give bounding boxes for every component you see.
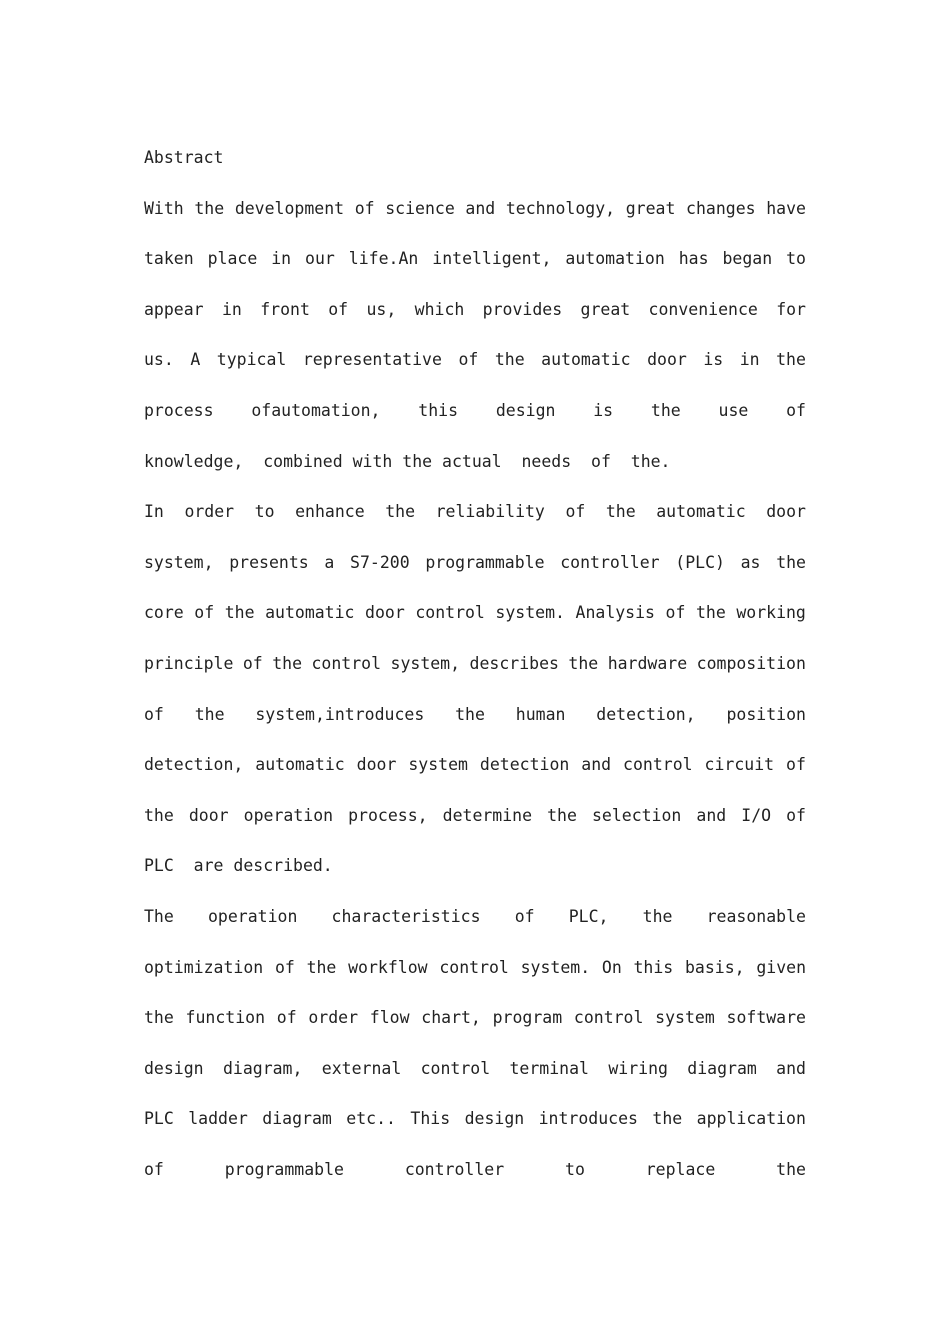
text-line: knowledge, combined with the actual needs of the. [144,451,671,471]
text-line: With the development of science and technology, great changes have [144,198,806,218]
text-line: optimization of the workflow control system. On this basis, given [144,957,806,977]
text-line: us. A typical representative of the automatic door is in the [144,350,806,370]
text-line: appear in front of us, which provides great convenience for [144,299,806,319]
text-line: The operation characteristics of PLC, the reasonable [144,906,806,926]
text-line: taken place in our life.An intelligent, automation has began to [144,249,806,269]
text-line: PLC are described. [144,856,333,876]
text-line: principle of the control system, describes the hardware composition [144,653,806,673]
text-line: of the system,introduces the human detection, position [144,704,806,724]
abstract-section [144,133,806,1195]
text-line: process ofautomation, this design is the use of [144,400,806,420]
text-line: system, presents a S7-200 programmable controller (PLC) as the [144,552,806,572]
text-line: the door operation process, determine the selection and I/O of [144,805,806,825]
abstract-heading: Abstract [144,148,224,167]
text-line: of programmable controller to replace the [144,1159,806,1179]
abstract-body [144,184,806,1196]
text-line: the function of order flow chart, program control system software [144,1008,806,1028]
text-line: design diagram, external control terminal wiring diagram and [144,1058,806,1078]
text-line: core of the automatic door control system. Analysis of the working [144,603,806,623]
text-line: In order to enhance the reliability of the automatic door [144,502,806,522]
text-line: PLC ladder diagram etc.. This design introduces the application [144,1109,806,1129]
text-line: detection, automatic door system detection and control circuit of [144,755,806,775]
